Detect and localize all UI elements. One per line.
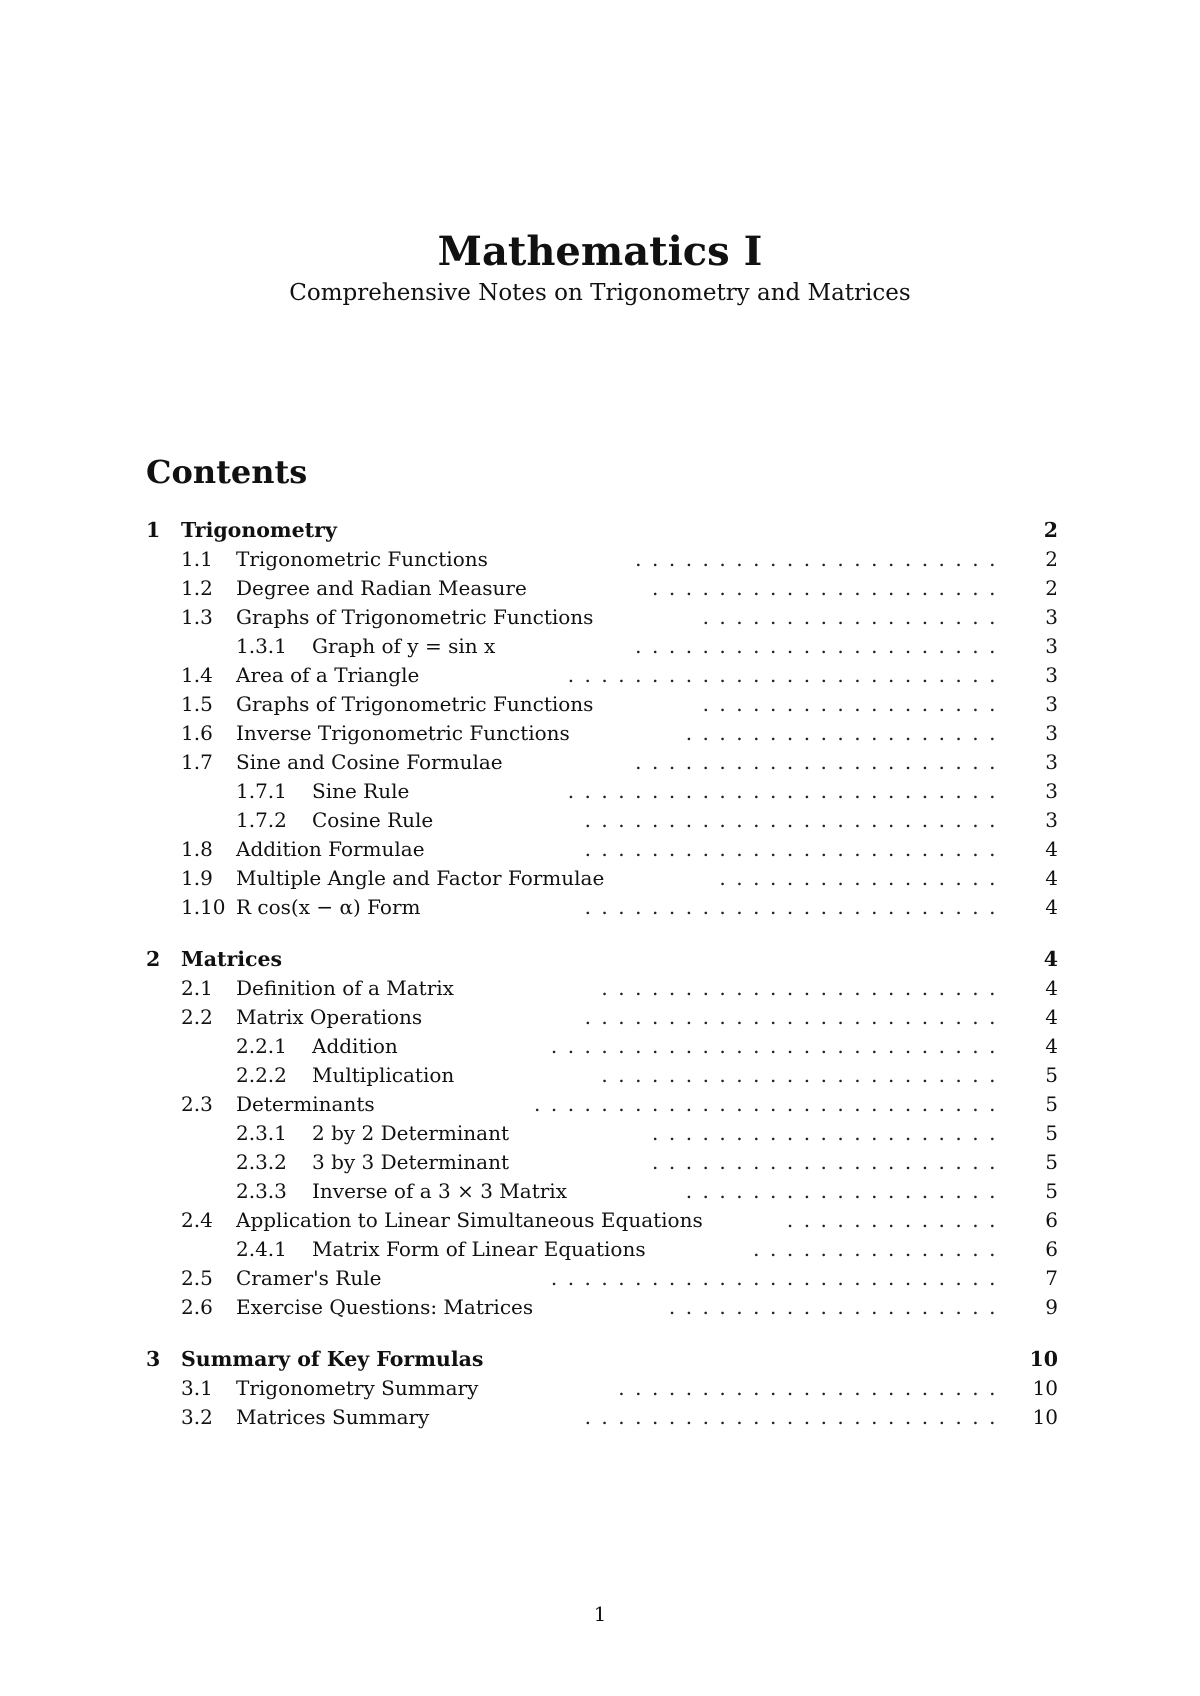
toc-entry[interactable] xyxy=(146,1061,1058,1090)
toc-number: 1.1 xyxy=(181,547,213,571)
toc-entry[interactable] xyxy=(146,690,1058,719)
toc-page-number: 10 xyxy=(1032,1376,1058,1400)
toc-number: 3.2 xyxy=(181,1405,213,1429)
toc-dot-leader: .................... xyxy=(668,1295,1006,1319)
toc-title: Determinants xyxy=(236,1092,375,1116)
toc-entry[interactable] xyxy=(146,1177,1058,1206)
toc-number: 2.3.2 xyxy=(236,1150,287,1174)
toc-title: Application to Linear Simultaneous Equations xyxy=(236,1208,703,1232)
table-of-contents xyxy=(146,516,1058,1432)
toc-page-number: 3 xyxy=(1045,779,1058,803)
toc-entry[interactable] xyxy=(146,1374,1058,1403)
toc-page-number: 3 xyxy=(1045,634,1058,658)
toc-entry[interactable] xyxy=(146,545,1058,574)
toc-number: 2.3 xyxy=(181,1092,213,1116)
toc-dot-leader: ....................... xyxy=(618,1376,1006,1400)
toc-dot-leader: ............... xyxy=(753,1237,1006,1261)
toc-entry[interactable] xyxy=(146,893,1058,922)
toc-number: 1.4 xyxy=(181,663,213,687)
toc-page-number: 6 xyxy=(1045,1208,1058,1232)
toc-page-number: 4 xyxy=(1045,976,1058,1000)
toc-number: 1.7 xyxy=(181,750,213,774)
toc-dot-leader: .................. xyxy=(702,692,1006,716)
toc-title: Trigonometric Functions xyxy=(236,547,488,571)
toc-number: 2.3.1 xyxy=(236,1121,287,1145)
toc-number: 1.7.2 xyxy=(236,808,287,832)
toc-entry[interactable] xyxy=(146,1003,1058,1032)
toc-entry[interactable] xyxy=(146,1403,1058,1432)
toc-dot-leader: ...................... xyxy=(635,547,1006,571)
toc-number: 1.3 xyxy=(181,605,213,629)
toc-entry[interactable] xyxy=(146,1148,1058,1177)
toc-page-number: 3 xyxy=(1045,605,1058,629)
toc-entry[interactable] xyxy=(146,1206,1058,1235)
toc-title: Sine Rule xyxy=(312,779,410,803)
toc-number: 2.4 xyxy=(181,1208,213,1232)
toc-page-number: 3 xyxy=(1045,721,1058,745)
toc-page-number: 4 xyxy=(1045,866,1058,890)
toc-dot-leader: ........................ xyxy=(601,1063,1006,1087)
toc-title: Area of a Triangle xyxy=(236,663,420,687)
page-number: 1 xyxy=(593,1602,607,1626)
toc-title: Exercise Questions: Matrices xyxy=(236,1295,534,1319)
toc-dot-leader: .......................... xyxy=(567,779,1006,803)
toc-title: Degree and Radian Measure xyxy=(236,576,527,600)
toc-title: Matrix Operations xyxy=(236,1005,423,1029)
toc-section[interactable] xyxy=(146,945,1058,974)
toc-number: 1.5 xyxy=(181,692,213,716)
toc-entry[interactable] xyxy=(146,661,1058,690)
toc-number: 2.6 xyxy=(181,1295,213,1319)
toc-number: 1.6 xyxy=(181,721,213,745)
toc-section[interactable] xyxy=(146,1345,1058,1374)
toc-page-number: 5 xyxy=(1045,1121,1058,1145)
toc-title: Definition of a Matrix xyxy=(236,976,454,1000)
toc-number: 1.9 xyxy=(181,866,213,890)
toc-dot-leader: ................... xyxy=(685,1179,1006,1203)
toc-dot-leader: ........................ xyxy=(601,976,1006,1000)
toc-title: Addition Formulae xyxy=(236,837,425,861)
toc-dot-leader: ......................... xyxy=(584,808,1006,832)
toc-page-number: 10 xyxy=(1032,1405,1058,1429)
toc-page-number: 4 xyxy=(1045,837,1058,861)
toc-dot-leader: .................. xyxy=(702,605,1006,629)
toc-dot-leader: ......................... xyxy=(584,837,1006,861)
toc-page-number: 3 xyxy=(1045,750,1058,774)
toc-dot-leader: ................... xyxy=(685,721,1006,745)
toc-page-number: 2 xyxy=(1043,518,1058,542)
toc-number: 1.8 xyxy=(181,837,213,861)
toc-title: Inverse Trigonometric Functions xyxy=(236,721,570,745)
toc-number: 2.2.2 xyxy=(236,1063,287,1087)
toc-number: 2.2.1 xyxy=(236,1034,287,1058)
toc-title: Graph of y = sin x xyxy=(312,634,496,658)
toc-entry[interactable] xyxy=(146,1119,1058,1148)
toc-number: 1.7.1 xyxy=(236,779,287,803)
toc-page-number: 5 xyxy=(1045,1063,1058,1087)
toc-dot-leader: ...................... xyxy=(635,634,1006,658)
toc-section[interactable] xyxy=(146,516,1058,545)
toc-dot-leader: ........................... xyxy=(550,1034,1006,1058)
toc-page-number: 5 xyxy=(1045,1092,1058,1116)
toc-number: 1.10 xyxy=(181,895,226,919)
toc-entry[interactable] xyxy=(146,835,1058,864)
toc-number: 2.5 xyxy=(181,1266,213,1290)
toc-dot-leader: ........................... xyxy=(550,1266,1006,1290)
toc-title: Multiple Angle and Factor Formulae xyxy=(236,866,605,890)
toc-entry[interactable] xyxy=(146,806,1058,835)
toc-title: Trigonometry xyxy=(181,518,337,542)
toc-dot-leader: ......................... xyxy=(584,1005,1006,1029)
toc-page-number: 4 xyxy=(1045,1005,1058,1029)
toc-dot-leader: ......................... xyxy=(584,1405,1006,1429)
toc-number: 2.1 xyxy=(181,976,213,1000)
toc-title: Trigonometry Summary xyxy=(236,1376,479,1400)
toc-page-number: 2 xyxy=(1045,547,1058,571)
toc-number: 2 xyxy=(146,947,161,971)
toc-title: Graphs of Trigonometric Functions xyxy=(236,692,594,716)
toc-number: 3 xyxy=(146,1347,161,1371)
toc-entry[interactable] xyxy=(146,864,1058,893)
toc-dot-leader: ..................... xyxy=(651,576,1006,600)
toc-title: Matrix Form of Linear Equations xyxy=(312,1237,646,1261)
toc-page-number: 4 xyxy=(1043,947,1058,971)
toc-page-number: 4 xyxy=(1045,895,1058,919)
toc-title: Sine and Cosine Formulae xyxy=(236,750,503,774)
toc-entry[interactable] xyxy=(146,1264,1058,1293)
toc-dot-leader: ..................... xyxy=(651,1121,1006,1145)
toc-entry[interactable] xyxy=(146,777,1058,806)
toc-entry[interactable] xyxy=(146,574,1058,603)
toc-page-number: 4 xyxy=(1045,1034,1058,1058)
toc-number: 2.3.3 xyxy=(236,1179,287,1203)
toc-entry[interactable] xyxy=(146,603,1058,632)
toc-entry[interactable] xyxy=(146,974,1058,1003)
toc-entry[interactable] xyxy=(146,1235,1058,1264)
toc-title: 3 by 3 Determinant xyxy=(312,1150,510,1174)
toc-dot-leader: ................. xyxy=(719,866,1006,890)
toc-title: Inverse of a 3 × 3 Matrix xyxy=(312,1179,567,1203)
toc-title: Cosine Rule xyxy=(312,808,434,832)
toc-entry[interactable] xyxy=(146,748,1058,777)
toc-entry[interactable] xyxy=(146,719,1058,748)
toc-title: Matrices Summary xyxy=(236,1405,430,1429)
toc-page-number: 3 xyxy=(1045,808,1058,832)
toc-number: 2.2 xyxy=(181,1005,213,1029)
toc-number: 3.1 xyxy=(181,1376,213,1400)
toc-dot-leader: ......................... xyxy=(584,895,1006,919)
toc-dot-leader: .......................... xyxy=(567,663,1006,687)
toc-entry[interactable] xyxy=(146,1090,1058,1119)
toc-number: 1.3.1 xyxy=(236,634,287,658)
toc-title: R cos(x − α) Form xyxy=(236,895,421,919)
contents-heading: Contents xyxy=(146,453,308,491)
toc-page-number: 5 xyxy=(1045,1179,1058,1203)
toc-page-number: 5 xyxy=(1045,1150,1058,1174)
document-title: Mathematics I xyxy=(437,228,763,275)
toc-page-number: 6 xyxy=(1045,1237,1058,1261)
toc-entry[interactable] xyxy=(146,1293,1058,1322)
toc-title: Matrices xyxy=(181,947,283,971)
toc-dot-leader: ............................ xyxy=(533,1092,1006,1116)
toc-title: 2 by 2 Determinant xyxy=(312,1121,510,1145)
toc-page-number: 3 xyxy=(1045,692,1058,716)
toc-page-number: 10 xyxy=(1029,1347,1058,1371)
toc-title: Cramer's Rule xyxy=(236,1266,382,1290)
toc-dot-leader: ............. xyxy=(786,1208,1006,1232)
toc-entry[interactable] xyxy=(146,1032,1058,1061)
toc-title: Graphs of Trigonometric Functions xyxy=(236,605,594,629)
toc-page-number: 2 xyxy=(1045,576,1058,600)
toc-dot-leader: ..................... xyxy=(651,1150,1006,1174)
toc-page-number: 3 xyxy=(1045,663,1058,687)
toc-dot-leader: ...................... xyxy=(635,750,1006,774)
toc-title: Multiplication xyxy=(312,1063,455,1087)
toc-number: 1.2 xyxy=(181,576,213,600)
toc-entry[interactable] xyxy=(146,632,1058,661)
toc-page-number: 9 xyxy=(1045,1295,1058,1319)
toc-title: Addition xyxy=(312,1034,398,1058)
toc-page-number: 7 xyxy=(1045,1266,1058,1290)
toc-title: Summary of Key Formulas xyxy=(181,1347,484,1371)
toc-number: 1 xyxy=(146,518,161,542)
toc-number: 2.4.1 xyxy=(236,1237,287,1261)
document-subtitle: Comprehensive Notes on Trigonometry and Matrices xyxy=(289,280,911,306)
